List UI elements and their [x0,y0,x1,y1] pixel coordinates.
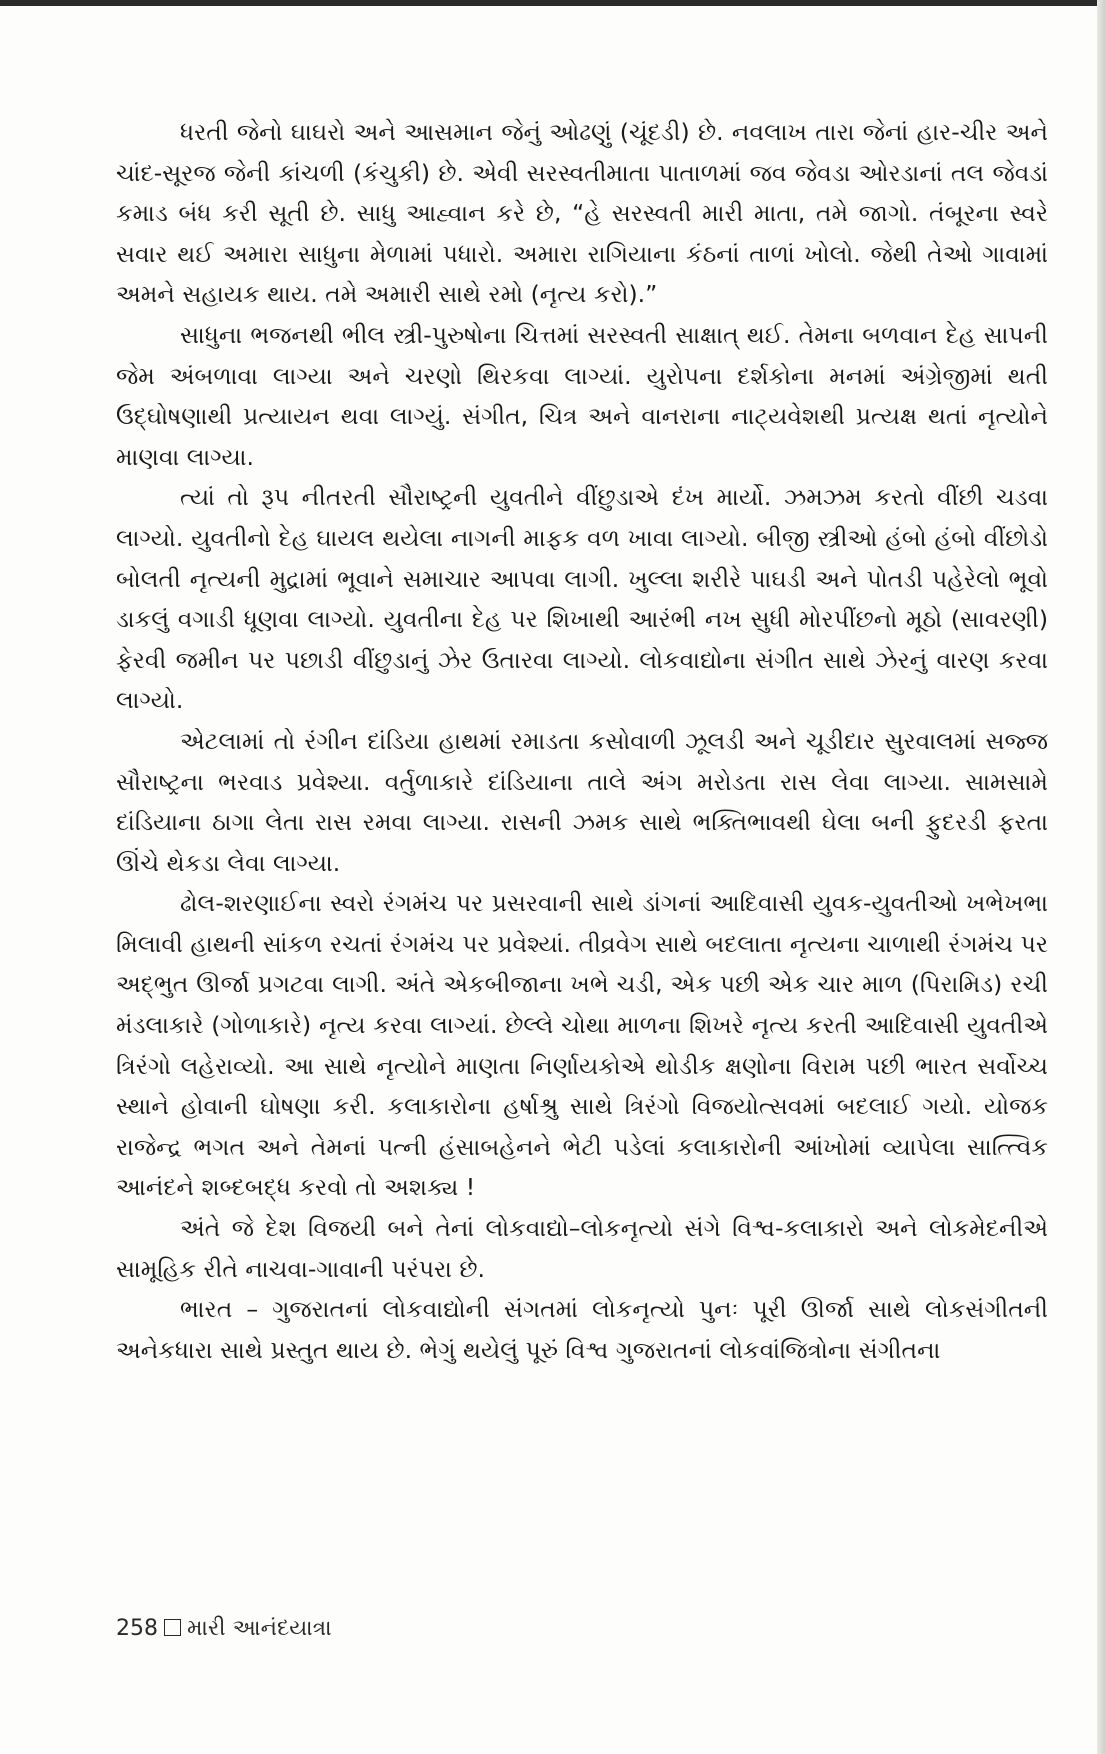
paragraph-5: ઢોલ-શરણાઈના સ્વરો રંગમંચ પર પ્રસરવાની સાથે ડાંગનાં આદિવાસી યુવક-યુવતીઓ ખભેખભા મિલાવી હાથની સાંકળ રચતાં રંગમંચ પર પ્રવેશ્યાં. તીવ્રવેગ સાથે બદલાતા નૃત્યના ચાળાથી રંગમંચ પર અદ્ભુત ઊર્જા પ્રગટવા લાગી. અંતે એકબીજાના ખભે ચડી, એક પછી એક ચાર માળ (પિરામિડ) રચી મંડલાકારે (ગોળાકારે) નૃત્ય કરવા લાગ્યાં. છેલ્લે ચોથા માળના શિખરે નૃત્ય કરતી આદિવાસી યુવતીએ ત્રિરંગો લહેરાવ્યો. આ સાથે નૃત્યોને માણતા નિર્ણાયકોએ થોડીક ક્ષણોના વિરામ પછી ભારત સર્વોચ્ચ સ્થાને હોવાની ઘોષણા કરી. કલાકારોના હર્ષાશ્રુ સાથે ત્રિરંગો વિજયોત્સવમાં બદલાઈ ગયો. યોજક રાજેન્દ્ર ભગત અને તેમનાં પત્ની હંસાબહેનને ભેટી પડેલાં કલાકારોની આંખોમાં વ્યાપેલા સાત્ત્વિક આનંદને શબ્દબદ્ધ કરવો તો અશક્ય ! [116,889,1048,1202]
paragraph-1: ધરતી જેનો ઘાઘરો અને આસમાન જેનું ઓઢણું (ચૂંદડી) છે. નવલાખ તારા જેનાં હાર-ચીર અને ચાંદ-સૂરજ જેની કાંચળી (કંચુકી) છે. એવી સરસ્વતીમાતા પાતાળમાં જવ જેવડા ઓરડાનાં તલ જેવડાં કમાડ બંધ કરી સૂતી છે. સાધુ આહ્વાન કરે છે, “હે સરસ્વતી મારી માતા, તમે જાગો. તંબૂરના સ્વરે સવાર થઈ અમારા સાધુના મેળામાં પધારો. અમારા રાગિયાના કંઠનાં તાળાં ખોલો. જેથી તેઓ ગાવામાં અમને સહાયક થાય. તમે અમારી સાથે રમો (નૃત્ય કરો).” [116,118,1048,309]
paragraph-2: સાધુના ભજનથી ભીલ સ્ત્રી-પુરુષોના ચિત્તમાં સરસ્વતી સાક્ષાત્ થઈ. તેમના બળવાન દેહ સાપની જેમ અંબળાવા લાગ્યા અને ચરણો થિરકવા લાગ્યાં. યુરોપના દર્શકોના મનમાં અંગ્રેજીમાં થતી ઉદ્ઘોષણાથી પ્રત્યાયન થવા લાગ્યું. સંગીત, ચિત્ર અને વાનરાના નાટ્યવેશથી પ્રત્યક્ષ થતાં નૃત્યોને માણવા લાગ્યા. [116,320,1048,471]
page-number: 258 [116,1616,158,1641]
book-title: મારી આનંદયાત્રા [187,1616,332,1641]
paragraph-3: ત્યાં તો રૂપ નીતરતી સૌરાષ્ટ્રની યુવતીને વીંછુડાએ દંખ માર્યો. ઝમઝમ કરતો વીંછી ચડવા લાગ્યો. યુવતીનો દેહ ઘાયલ થયેલા નાગની માફક વળ ખાવા લાગ્યો. બીજી સ્ત્રીઓ હંબો હંબો વીંછોડો બોલતી નૃત્યની મુદ્રામાં ભૂવાને સમાચાર આપવા લાગી. ખુલ્લા શરીરે પાઘડી અને પોતડી પહેરેલો ભૂવો ડાકલું વગાડી ધૂણવા લાગ્યો. યુવતીના દેહ પર શિખાથી આરંભી નખ સુધી મોરપીંછનો મૂઠો (સાવરણી) ફેરવી જમીન પર પછાડી વીંછુડાનું ઝેર ઉતારવા લાગ્યો. લોકવાદ્યોના સંગીત સાથે ઝેરનું વારણ કરવા લાગ્યો. [116,483,1048,715]
page-footer [116,1614,332,1644]
page-body [116,112,1048,1582]
paragraph-7: ભારત – ગુજરાતનાં લોકવાદ્યોની સંગતમાં લોકનૃત્યો પુનઃ પૂરી ઊર્જા સાથે લોકસંગીતની અનેકધારા સાથે પ્રસ્તુત થાય છે. ભેગું થયેલું પૂરું વિશ્વ ગુજરાતનાં લોકવાંજિત્રોના સંગીતના [116,1295,1048,1364]
scan-edge-right [1097,0,1105,1754]
square-separator-icon [164,1619,181,1636]
paragraph-4: એટલામાં તો રંગીન દાંડિયા હાથમાં રમાડતા કસોવાળી ઝૂલડી અને ચૂડીદાર સુરવાલમાં સજ્જ સૌરાષ્ટ્રના ભરવાડ પ્રવેશ્યા. વર્તુળાકારે દાંડિયાના તાલે અંગ મરોડતા રાસ લેવા લાગ્યા. સામસામે દાંડિયાના ઠાગા લેતા રાસ રમવા લાગ્યા. રાસની ઝમક સાથે ભક્તિભાવથી ઘેલા બની ફુદરડી ફરતા ઊંચે થેકડા લેવા લાગ્યા. [116,726,1048,877]
paragraph-6: અંતે જે દેશ વિજયી બને તેનાં લોકવાદ્યો–લોકનૃત્યો સંગે વિશ્વ-કલાકારો અને લોકમેદનીએ સામૂહિક રીતે નાચવા-ગાવાની પરંપરા છે. [116,1214,1048,1283]
scan-edge-top [0,0,1105,6]
